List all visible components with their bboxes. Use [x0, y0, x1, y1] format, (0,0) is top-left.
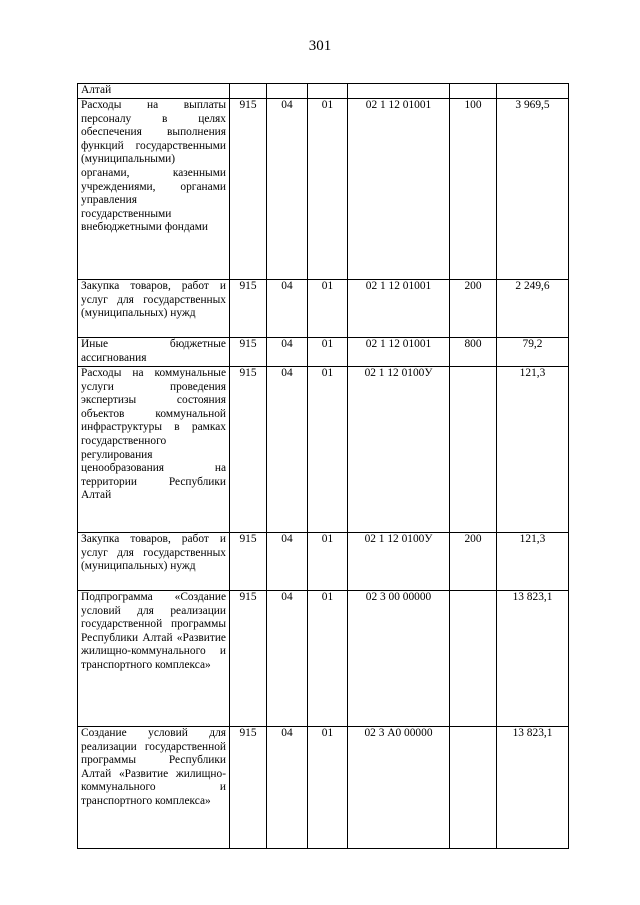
row-target-article-code: 02 3 00 00000	[348, 591, 450, 727]
row-name: Закупка товаров, работ и услуг для государственных (муниципальных) нужд	[78, 280, 230, 338]
row-ministry-code: 915	[230, 591, 267, 727]
table-row	[78, 84, 569, 99]
row-expense-type-code	[450, 367, 497, 533]
row-expense-type-code	[450, 591, 497, 727]
row-amount: 79,2	[497, 338, 569, 367]
row-section-code: 04	[267, 99, 308, 280]
row-name: Расходы на выплаты персоналу в целях обеспечения выполнения функций государственными (муниципальными) органами, казенными учреждениями, органами управления государственными внебюджетными фондами	[78, 99, 230, 280]
row-subsection-code: 01	[308, 591, 348, 727]
row-name: Создание условий для реализации государственной программы Республики Алтай «Развитие жилищно-коммунального и транспортного комплекса»	[78, 727, 230, 849]
row-target-article-code: 02 1 12 01001	[348, 280, 450, 338]
row-amount: 121,3	[497, 533, 569, 591]
row-amount: 13 823,1	[497, 591, 569, 727]
table-row	[78, 367, 569, 533]
row-expense-type-code	[450, 84, 497, 99]
row-amount	[497, 84, 569, 99]
row-name: Алтай	[78, 84, 230, 99]
row-section-code: 04	[267, 591, 308, 727]
row-section-code: 04	[267, 338, 308, 367]
table-row	[78, 533, 569, 591]
row-amount: 121,3	[497, 367, 569, 533]
row-name: Подпрограмма «Создание условий для реализации государственной программы Республики Алтай «Развитие жилищно-коммунального и транспортного комплекса»	[78, 591, 230, 727]
row-name: Иные бюджетные ассигнования	[78, 338, 230, 367]
page-number: 301	[308, 38, 332, 54]
row-ministry-code	[230, 84, 267, 99]
row-ministry-code: 915	[230, 99, 267, 280]
row-ministry-code: 915	[230, 338, 267, 367]
budget-table	[77, 83, 569, 849]
row-target-article-code: 02 1 12 01001	[348, 99, 450, 280]
row-ministry-code: 915	[230, 533, 267, 591]
row-subsection-code: 01	[308, 367, 348, 533]
row-name: Расходы на коммунальные услуги проведения экспертизы состояния объектов коммунальной инфраструктуры в рамках государственного регулирования ценообразования на территории Республики Алтай	[78, 367, 230, 533]
table-row	[78, 727, 569, 849]
row-subsection-code: 01	[308, 727, 348, 849]
row-section-code: 04	[267, 367, 308, 533]
row-ministry-code: 915	[230, 367, 267, 533]
table-row	[78, 99, 569, 280]
row-subsection-code	[308, 84, 348, 99]
row-subsection-code: 01	[308, 99, 348, 280]
row-section-code: 04	[267, 533, 308, 591]
row-amount: 13 823,1	[497, 727, 569, 849]
row-expense-type-code: 200	[450, 280, 497, 338]
row-section-code: 04	[267, 280, 308, 338]
row-target-article-code: 02 1 12 0100У	[348, 367, 450, 533]
row-target-article-code: 02 3 А0 00000	[348, 727, 450, 849]
row-expense-type-code	[450, 727, 497, 849]
table-row	[78, 591, 569, 727]
row-expense-type-code: 100	[450, 99, 497, 280]
row-ministry-code: 915	[230, 280, 267, 338]
row-expense-type-code: 200	[450, 533, 497, 591]
row-subsection-code: 01	[308, 280, 348, 338]
row-ministry-code: 915	[230, 727, 267, 849]
row-section-code	[267, 84, 308, 99]
row-expense-type-code: 800	[450, 338, 497, 367]
row-section-code: 04	[267, 727, 308, 849]
row-amount: 2 249,6	[497, 280, 569, 338]
row-name: Закупка товаров, работ и услуг для государственных (муниципальных) нужд	[78, 533, 230, 591]
row-subsection-code: 01	[308, 338, 348, 367]
row-target-article-code	[348, 84, 450, 99]
row-subsection-code: 01	[308, 533, 348, 591]
row-target-article-code: 02 1 12 0100У	[348, 533, 450, 591]
row-amount: 3 969,5	[497, 99, 569, 280]
table-row	[78, 338, 569, 367]
row-target-article-code: 02 1 12 01001	[348, 338, 450, 367]
table-row	[78, 280, 569, 338]
